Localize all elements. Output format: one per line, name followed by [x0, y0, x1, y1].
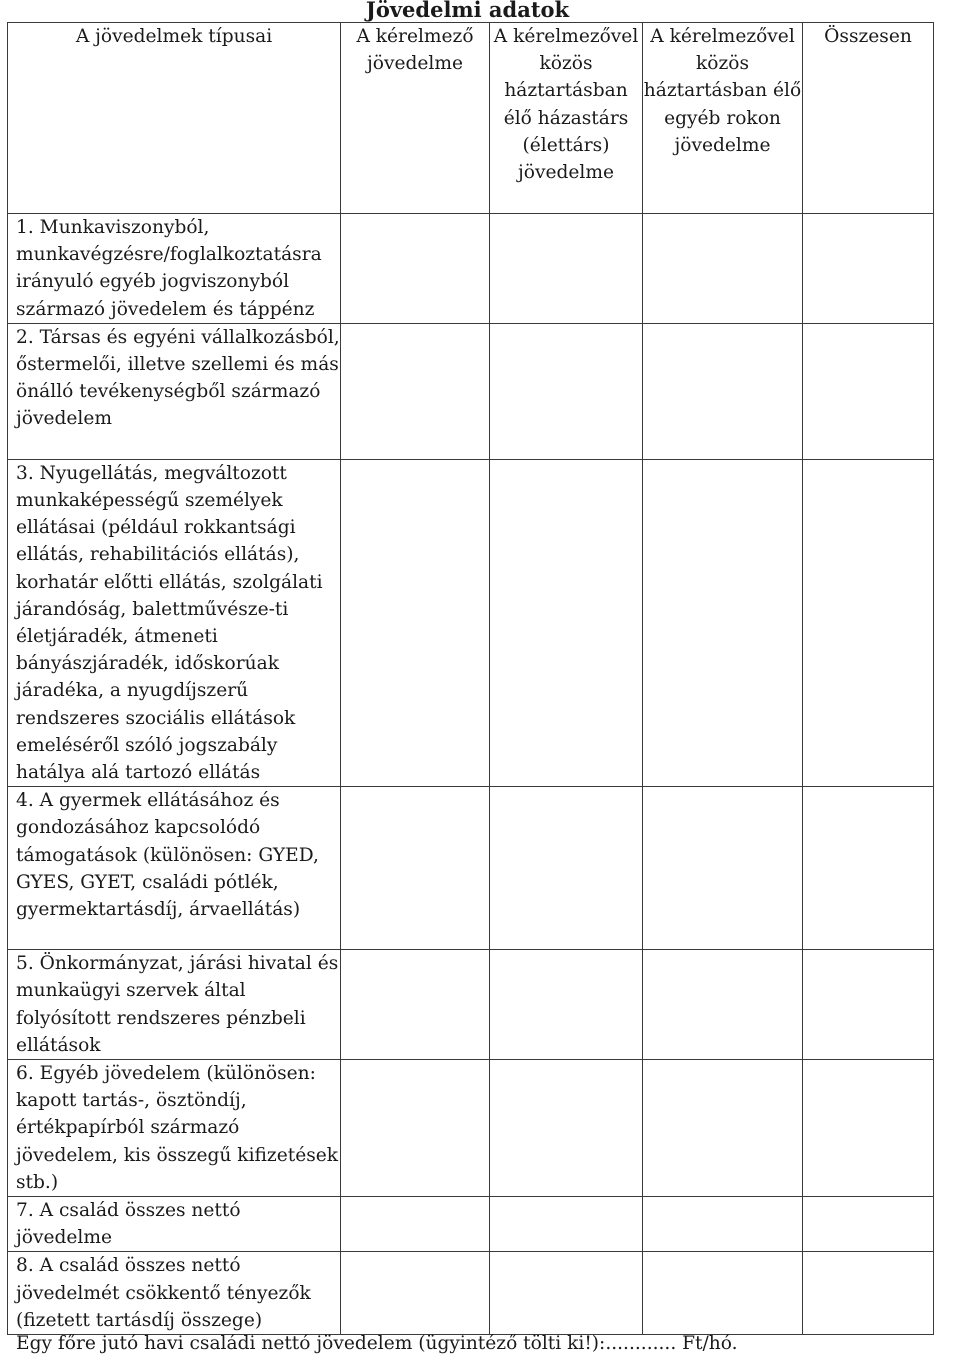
applicant-income-cell[interactable] — [341, 459, 490, 786]
header-income-type: A jövedelmek típusai — [8, 23, 341, 214]
relative-income-cell[interactable] — [643, 214, 803, 324]
spouse-income-cell[interactable] — [490, 1060, 643, 1197]
total-cell[interactable] — [803, 950, 934, 1060]
row-label: 7. A család összes nettó jövedelme — [8, 1197, 341, 1252]
row-label: 3. Nyugellátás, megváltozott munkaképességű személyek ellátásai (például rokkantsági ellátás, rehabilitációs ellátás), korhatár előtti ellátás, szolgálati járandóság, balettművésze-ti életjáradék, átmeneti bányászjáradék, időskorúak járadéka, a nyugdíjszerű rendszeres szociális ellátások emeléséről szóló jogszabály hatálya alá tartozó ellátás — [8, 459, 341, 786]
total-cell[interactable] — [803, 1252, 934, 1335]
table-row — [8, 1197, 934, 1252]
row-label: 1. Munkaviszonyból, munkavégzésre/foglalkoztatásra irányuló egyéb jogviszonyból származó jövedelem és táppénz — [8, 214, 341, 324]
relative-income-cell[interactable] — [643, 1252, 803, 1335]
applicant-income-cell[interactable] — [341, 1197, 490, 1252]
applicant-income-cell[interactable] — [341, 787, 490, 950]
row-label: 4. A gyermek ellátásához és gondozásához kapcsolódó támogatások (különösen: GYED, GYES, GYET, családi pótlék, gyermektartásdíj, árvaellátás) — [8, 787, 341, 950]
applicant-income-cell[interactable] — [341, 1060, 490, 1197]
total-cell[interactable] — [803, 214, 934, 324]
spouse-income-cell[interactable] — [490, 787, 643, 950]
total-cell[interactable] — [803, 1060, 934, 1197]
row-label: 2. Társas és egyéni vállalkozásból, őstermelői, illetve szellemi és más önálló tevékenységből származó jövedelem — [8, 323, 341, 459]
spouse-income-cell[interactable] — [490, 1252, 643, 1335]
total-cell[interactable] — [803, 787, 934, 950]
table-row — [8, 787, 934, 950]
relative-income-cell[interactable] — [643, 950, 803, 1060]
per-capita-income-line: Egy főre jutó havi családi nettó jövedelem (ügyintéző tölti ki!):............ Ft/hó. — [16, 1333, 738, 1354]
relative-income-cell[interactable] — [643, 1060, 803, 1197]
row-label: 6. Egyéb jövedelem (különösen: kapott tartás-, ösztöndíj, értékpapírból származó jövedelem, kis összegű kifizetések stb.) — [8, 1060, 341, 1197]
spouse-income-cell[interactable] — [490, 1197, 643, 1252]
relative-income-cell[interactable] — [643, 459, 803, 786]
page-title: Jövedelmi adatok — [365, 0, 570, 22]
relative-income-cell[interactable] — [643, 787, 803, 950]
header-relative-income: A kérelmezővel közös háztartásban élő egyéb rokon jövedelme — [643, 23, 803, 214]
spouse-income-cell[interactable] — [490, 214, 643, 324]
table-row — [8, 214, 934, 324]
header-spouse-income: A kérelmezővel közös háztartásban élő házastárs (élettárs) jövedelme — [490, 23, 643, 214]
applicant-income-cell[interactable] — [341, 1252, 490, 1335]
row-label: 8. A család összes nettó jövedelmét csökkentő tényezők (fizetett tartásdíj összege) — [8, 1252, 341, 1335]
table-row — [8, 950, 934, 1060]
applicant-income-cell[interactable] — [341, 323, 490, 459]
table-row — [8, 459, 934, 786]
table-row — [8, 1252, 934, 1335]
header-applicant-income: A kérelmező jövedelme — [341, 23, 490, 214]
spouse-income-cell[interactable] — [490, 459, 643, 786]
header-total: Összesen — [803, 23, 934, 214]
income-table — [7, 22, 934, 1335]
relative-income-cell[interactable] — [643, 1197, 803, 1252]
table-row — [8, 1060, 934, 1197]
total-cell[interactable] — [803, 1197, 934, 1252]
applicant-income-cell[interactable] — [341, 950, 490, 1060]
applicant-income-cell[interactable] — [341, 214, 490, 324]
spouse-income-cell[interactable] — [490, 950, 643, 1060]
row-label: 5. Önkormányzat, járási hivatal és munkaügyi szervek által folyósított rendszeres pénzbeli ellátások — [8, 950, 341, 1060]
total-cell[interactable] — [803, 459, 934, 786]
total-cell[interactable] — [803, 323, 934, 459]
spouse-income-cell[interactable] — [490, 323, 643, 459]
table-row — [8, 323, 934, 459]
header-row — [8, 23, 934, 214]
relative-income-cell[interactable] — [643, 323, 803, 459]
